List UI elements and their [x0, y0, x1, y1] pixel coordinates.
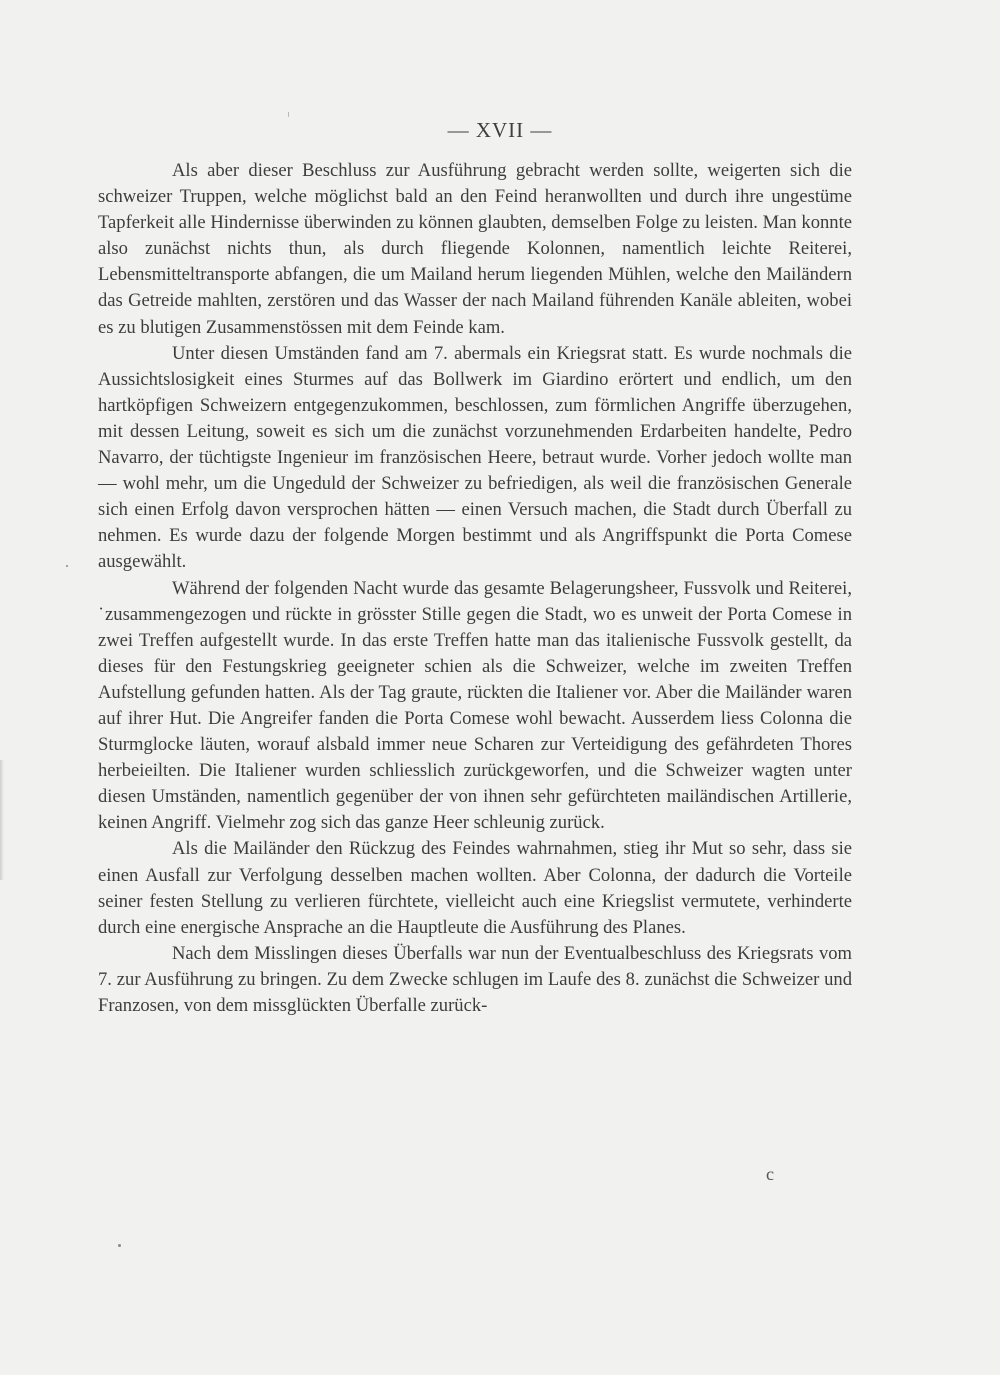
scan-speck — [118, 1244, 121, 1247]
paragraph: Als die Mailänder den Rückzug des Feindes wahrnahmen, stieg ihr Mut so sehr, dass sie einen Ausfall zur Verfolgung desselben machen wollten. Aber Colonna, der dadurch die Vorteile seiner festen Stellung zu verlieren fürchtete, vielleicht auch eine Kriegslist vermutete, verhinderte durch eine energische Ansprache an die Hauptleute die Ausführung des Planes. — [98, 838, 852, 938]
scan-speck — [288, 112, 289, 117]
scan-speck — [66, 565, 68, 567]
paragraph: Unter diesen Umständen fand am 7. abermals ein Kriegsrat statt. Es wurde nochmals die Aussichtslosigkeit eines Sturmes auf das Bollwerk im Giardino erörtert und endlich, um den hartköpfigen Schweizern entgegenzukommen, beschlossen, zum förmlichen Angriffe überzugehen, mit dessen Leitung, soweit es sich um die zunächst vorzunehmenden Erdarbeiten handelte, Pedro Navarro, der tüchtigste Ingenieur im französischen Heere, betraut wurde. Vorher jedoch wollte man — wohl mehr, um die Ungeduld der Schweizer zu befriedigen, als weil die französischen Generale sich einen Erfolg davon versprochen hätten — einen Versuch machen, die Stadt durch Überfall zu nehmen. Es wurde dazu der folgende Morgen bestimmt und als Angriffspunkt die Porta Comese ausgewählt. — [98, 342, 852, 573]
paragraph: Nach dem Misslingen dieses Überfalls war nun der Eventualbeschluss des Kriegsrats vom 7. zur Ausführung zu bringen. Zu dem Zwecke schlugen im Laufe des 8. zunächst die Schweizer und Franzosen, von dem missglückten Überfalle zurück- — [98, 942, 852, 1016]
page-number-header: — XVII — — [447, 118, 553, 142]
paragraph: Als aber dieser Beschluss zur Ausführung gebracht werden sollte, weigerten sich die schweizer Truppen, welche möglichst bald an den Feind heranwollten und durch ihre ungestüme Tapferkeit alle Hindernisse überwinden zu können glaubten, demselben Folge zu leisten. Man konnte also zunächst nichts thun, als durch fliegende Kolonnen, namentlich leichte Reiterei, Lebensmitteltransporte abfangen, die um Mailand herum liegenden Mühlen, welche den Mailändern das Getreide mahlten, zerstören und das Wasser der nach Mailand führenden Kanäle ableiten, wobei es zu blutigen Zusammenstössen mit dem Feinde kam. — [98, 160, 852, 338]
body-text — [98, 158, 852, 1019]
scan-edge-shadow — [0, 760, 4, 880]
signature-mark: c — [766, 1164, 774, 1184]
paragraph: Während der folgenden Nacht wurde das gesamte Belagerungsheer, Fussvolk und Reiterei, ˙zusammengezogen und rückte in grösster Stille gegen die Stadt, wo es unweit der Porta Comese in zwei Treffen aufgestellt wurde. In das erste Treffen hatte man das italienische Fussvolk gestellt, da dieses für den Festungskrieg geeigneter schien als die Schweizer, welche im zweiten Treffen Aufstellung gefunden hatten. Als der Tag graute, rückten die Italiener vor. Aber die Mailänder waren auf ihrer Hut. Die Angreifer fanden die Porta Comese wohl bewacht. Ausserdem liess Colonna die Sturmglocke läuten, worauf alsbald immer neue Scharen zur Verteidigung des gefährdeten Thores herbeieilten. Die Italiener wurden schliesslich zurückgeworfen, und die Schweizer wagten unter diesen Umständen, namentlich gegenüber der von ihnen sehr gefürchteten mailändischen Artillerie, keinen Angriff. Vielmehr zog sich das ganze Heer schleunig zurück. — [98, 577, 852, 834]
